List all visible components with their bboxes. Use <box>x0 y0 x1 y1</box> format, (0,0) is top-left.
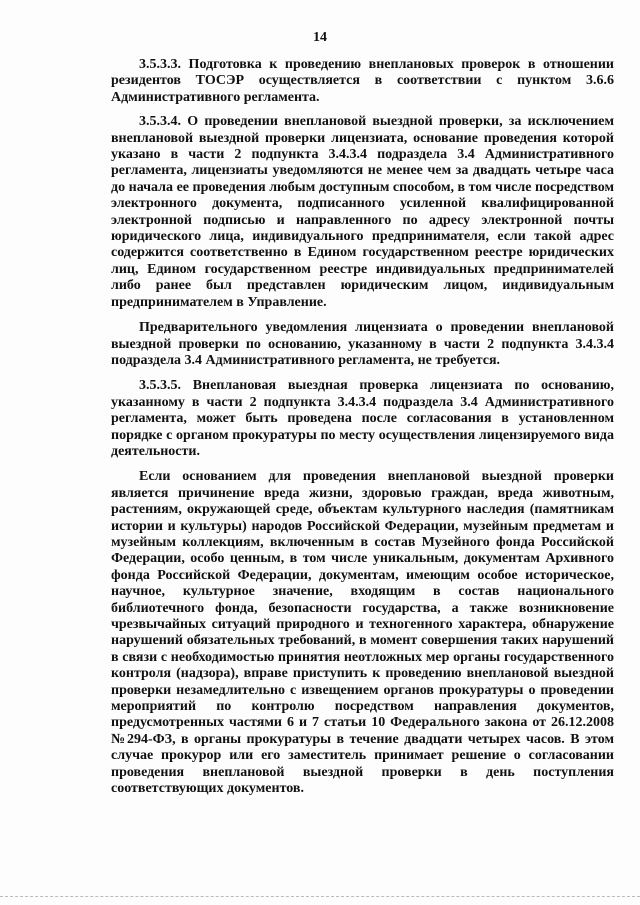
paragraph-notification-not-required: Предварительного уведомления лицензиата о проведении внеплановой выездной проверки по основанию, указанному в части 2 подпункта 3.4.3.4 подраздела 3.4 Административного регламента, не требуется. <box>111 320 614 368</box>
scan-bottom-edge <box>0 896 640 898</box>
paragraph-3-5-3-4: 3.5.3.4. О проведении внеплановой выездной проверки, за исключением внеплановой выездной проверки лицензиата, основание проведения которой указано в части 2 подпункта 3.4.3.4 подраздела 3.4 Административного регламента, лицензиаты уведомляются не менее чем за двадцать четыре часа до начала ее проведения любым доступным способом, в том числе посредством электронного документа, подписанного усиленной квалифицированной электронной подписью и направленного по адресу электронной почты юридического лица, индивидуального предпринимателя, если такой адрес содержится соответственно в Едином государственном реестре юридических лиц, Едином государственном реестре индивидуальных предпринимателей либо ранее был представлен юридическим лицом, индивидуальным предпринимателем в Управление. <box>111 114 614 310</box>
paragraph-3-5-3-3: 3.5.3.3. Подготовка к проведению внеплановых проверок в отношении резидентов ТОСЭР осуществляется в соответствии с пунктом 3.6.6 Административного регламента. <box>111 57 614 105</box>
page-number: 14 <box>313 30 327 45</box>
paragraph-3-5-3-5: 3.5.3.5. Внеплановая выездная проверка лицензиата по основанию, указанному в части 2 подпункта 3.4.3.4 подраздела 3.4 Административного регламента, может быть проведена после согласования в установленном порядке с органом прокуратуры по месту осуществления лицензируемого вида деятельности. <box>111 378 614 459</box>
document-body <box>111 57 614 806</box>
paragraph-urgent-inspection: Если основанием для проведения внеплановой выездной проверки является причинение вреда жизни, здоровью граждан, вреда животным, растениям, окружающей среде, объектам культурного наследия (памятникам истории и культуры) народов Российской Федерации, музейным предметам и музейным коллекциям, включенным в состав Музейного фонда Российской Федерации, особо ценным, в том числе уникальным, документам Архивного фонда Российской Федерации, документам, имеющим особое историческое, научное, культурное значение, входящим в состав национального библиотечного фонда, безопасности государства, а также возникновение чрезвычайных ситуаций природного и техногенного характера, обнаружение нарушений обязательных требований, в момент совершения таких нарушений в связи с необходимостью принятия неотложных мер органы государственного контроля (надзора), вправе приступить к проведению внеплановой выездной проверки незамедлительно с извещением органов прокуратуры о проведении мероприятий по контролю посредством направления документов, предусмотренных частями 6 и 7 статьи 10 Федерального закона от 26.12.2008 №294-ФЗ, в органы прокуратуры в течение двадцати четырех часов. В этом случае прокурор или его заместитель принимает решение о согласовании проведения внеплановой выездной проверки в день поступления соответствующих документов. <box>111 469 614 797</box>
